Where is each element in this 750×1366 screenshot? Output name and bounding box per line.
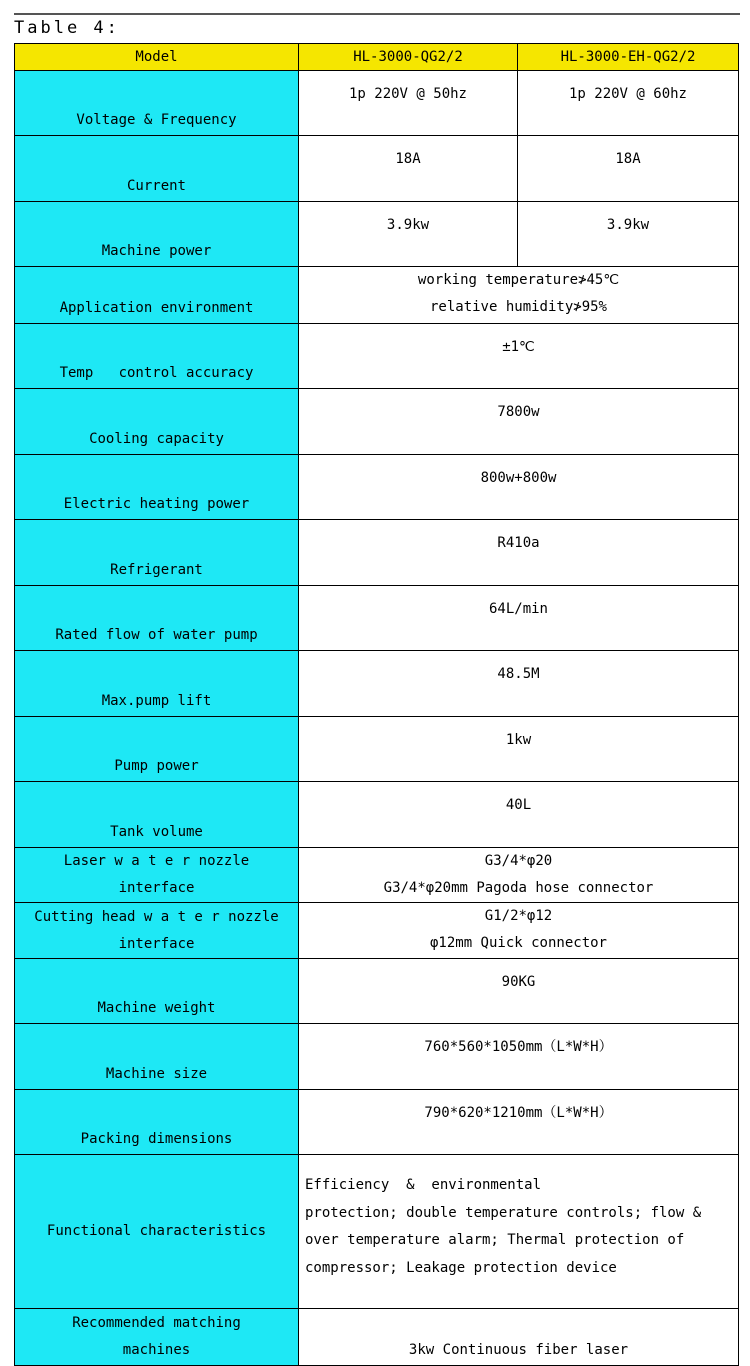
row-heating	[15, 455, 739, 520]
row-lift	[15, 651, 739, 717]
accuracy-label: Temp control accuracy	[15, 324, 299, 389]
environment-value	[299, 267, 739, 324]
environment-humidity: relative humidity≯95%	[429, 299, 607, 315]
header-model-label: Model	[15, 44, 299, 71]
head-nozzle-label-line1: Cutting head w a t e r nozzle	[34, 908, 279, 925]
lift-label: Max.pump lift	[15, 651, 299, 717]
top-rule	[14, 13, 740, 15]
row-laser-nozzle	[15, 848, 739, 903]
refrigerant-label: Refrigerant	[15, 520, 299, 586]
cooling-value: 7800w	[299, 389, 739, 455]
size-label: Machine size	[15, 1024, 299, 1090]
lift-value: 48.5M	[299, 651, 739, 717]
laser-nozzle-label-line2: interface	[118, 880, 195, 896]
row-environment	[15, 267, 739, 324]
accuracy-value: ±1℃	[299, 324, 739, 389]
row-accuracy	[15, 324, 739, 389]
voltage-label: Voltage & Frequency	[15, 71, 299, 136]
size-value: 760*560*1050mm（L*W*H）	[299, 1024, 739, 1090]
row-tank	[15, 782, 739, 848]
functional-label: Functional characteristics	[15, 1155, 299, 1309]
header-model-a: HL-3000-QG2/2	[299, 44, 518, 71]
machine-power-label: Machine power	[15, 202, 299, 267]
header-row	[15, 44, 739, 71]
environment-label: Application environment	[15, 267, 299, 324]
row-head-nozzle	[15, 903, 739, 959]
cooling-label: Cooling capacity	[15, 389, 299, 455]
row-packing	[15, 1090, 739, 1155]
row-weight	[15, 959, 739, 1024]
laser-nozzle-label-line1: Laser w a t e r nozzle	[63, 853, 250, 869]
row-refrigerant	[15, 520, 739, 586]
laser-nozzle-spec: G3/4*φ20	[484, 853, 553, 869]
pump-power-value: 1kw	[299, 717, 739, 782]
head-nozzle-connector: φ12mm Quick connector	[429, 935, 607, 951]
voltage-value-a: 1p 220V @ 50hz	[299, 71, 518, 136]
pump-power-label: Pump power	[15, 717, 299, 782]
functional-value	[299, 1155, 739, 1309]
laser-nozzle-value	[299, 848, 739, 903]
recommended-label-line1: Recommended matching	[72, 1315, 241, 1331]
functional-line-2: protection; double temperature controls; flow &	[305, 1204, 702, 1221]
head-nozzle-value	[299, 903, 739, 959]
current-value-b: 18A	[518, 136, 739, 202]
recommended-value: 3kw Continuous fiber laser	[299, 1309, 739, 1366]
row-flow	[15, 586, 739, 651]
machine-power-value-a: 3.9kw	[299, 202, 518, 267]
row-machine-power	[15, 202, 739, 267]
refrigerant-value: R410a	[299, 520, 739, 586]
tank-value: 40L	[299, 782, 739, 848]
voltage-value-b: 1p 220V @ 60hz	[518, 71, 739, 136]
laser-nozzle-label	[15, 848, 299, 903]
row-functional	[15, 1155, 739, 1309]
recommended-label-line2: machines	[122, 1342, 191, 1358]
row-current	[15, 136, 739, 202]
recommended-label	[15, 1309, 299, 1366]
environment-temperature: working temperature≯45℃	[417, 272, 620, 288]
weight-label: Machine weight	[15, 959, 299, 1024]
row-voltage	[15, 71, 739, 136]
current-value-a: 18A	[299, 136, 518, 202]
functional-line-1: Efficiency & environmental	[305, 1177, 542, 1193]
packing-label: Packing dimensions	[15, 1090, 299, 1155]
head-nozzle-label	[15, 903, 299, 959]
packing-value: 790*620*1210mm（L*W*H）	[299, 1090, 739, 1155]
row-cooling	[15, 389, 739, 455]
spec-table	[14, 43, 739, 1366]
heating-value: 800w+800w	[299, 455, 739, 520]
head-nozzle-label-line2: interface	[118, 935, 195, 952]
current-label: Current	[15, 136, 299, 202]
heating-label: Electric heating power	[15, 455, 299, 520]
row-size	[15, 1024, 739, 1090]
tank-label: Tank volume	[15, 782, 299, 848]
laser-nozzle-connector: G3/4*φ20mm Pagoda hose connector	[383, 880, 654, 896]
head-nozzle-spec: G1/2*φ12	[484, 908, 553, 924]
functional-line-3: over temperature alarm; Thermal protection of	[305, 1232, 685, 1248]
row-recommended	[15, 1309, 739, 1366]
functional-line-4: compressor; Leakage protection device	[305, 1259, 617, 1276]
flow-label: Rated flow of water pump	[15, 586, 299, 651]
machine-power-value-b: 3.9kw	[518, 202, 739, 267]
weight-value: 90KG	[299, 959, 739, 1024]
header-model-b: HL-3000-EH-QG2/2	[518, 44, 739, 71]
flow-value: 64L/min	[299, 586, 739, 651]
row-pump-power	[15, 717, 739, 782]
table-caption: Table 4:	[14, 18, 120, 38]
